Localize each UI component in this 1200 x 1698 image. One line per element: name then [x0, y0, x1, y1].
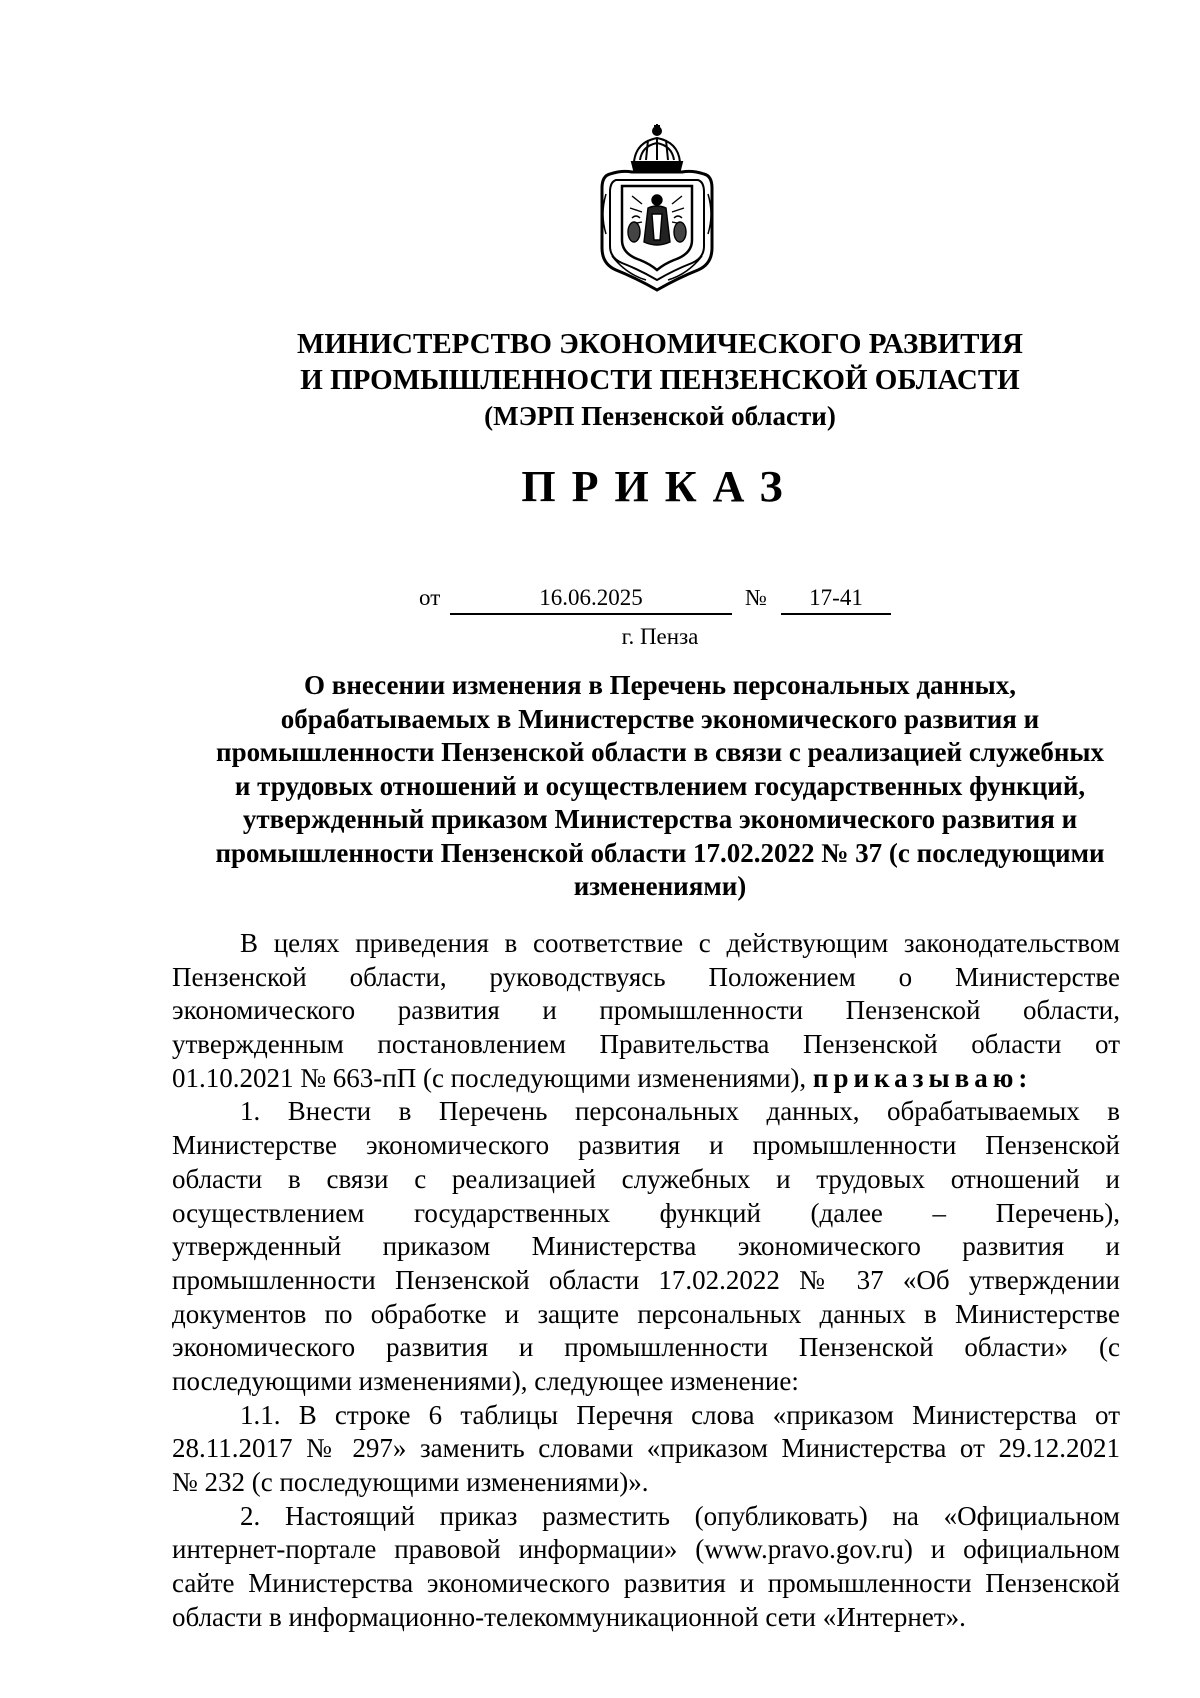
order-date: 16.06.2025 [450, 584, 732, 615]
subject-line: промышленности Пензенской области 17.02.2022 № 37 (с последующими [215, 837, 1105, 868]
subject-line: изменениями) [573, 871, 747, 901]
body-line: В целях приведения в соответствие с действующим законодательством [240, 928, 1120, 958]
body-line: осуществлением государственных функций (далее – Перечень), [172, 1197, 1120, 1228]
body-line: 1.1. В строке 6 таблицы Перечня слова «приказом Министерства от [240, 1399, 1120, 1430]
body-line: 2. Настоящий приказ разместить (опубликовать) на «Официальном [240, 1500, 1120, 1531]
order-body [172, 927, 1120, 1634]
body-line: области в информационно-телекоммуникационной сети «Интернет». [172, 1601, 966, 1632]
body-line: интернет-портале правовой информации» (www.pravo.gov.ru) и официальном [172, 1534, 1120, 1565]
ministry-name-line-2: И ПРОМЫШЛЕННОСТИ ПЕНЗЕНСКОЙ ОБЛАСТИ [300, 364, 1020, 396]
subject-line: и трудовых отношений и осуществлением государственных функций, [234, 770, 1086, 801]
ministry-header [160, 326, 1160, 434]
order-date-number-line [0, 582, 1200, 616]
body-line: документов по обработке и защите персональных данных в Министерстве [172, 1298, 1120, 1329]
order-subject [170, 669, 1150, 904]
coat-of-arms-emblem [596, 124, 718, 292]
body-line: экономического развития и промышленности Пензенской области, [172, 995, 1120, 1026]
order-number: 17-41 [781, 584, 891, 615]
body-line: утвержденный приказом Министерства экономического развития и [172, 1231, 1120, 1262]
subject-line: промышленности Пензенской области в связи с реализацией служебных [216, 737, 1104, 767]
subject-line: О внесении изменения в Перечень персональных данных, [303, 670, 1017, 700]
city: г. Пенза [621, 624, 699, 649]
date-label: от [419, 585, 441, 610]
body-line: Пензенской области, руководствуясь Положением о Министерстве [172, 961, 1120, 992]
body-line: сайте Министерства экономического развития и промышленности Пензенской [172, 1568, 1120, 1599]
ministry-abbreviation: (МЭРП Пензенской области) [484, 401, 836, 431]
body-line: Министерстве экономического развития и промышленности Пензенской [172, 1130, 1120, 1161]
body-line-with-order-word [172, 1062, 1120, 1096]
number-label: № [745, 585, 767, 610]
body-line-text: 01.10.2021 № 663-пП (с последующими изменениями), [172, 1062, 807, 1093]
order-keyword: приказываю: [812, 1062, 1033, 1093]
body-line: последующими изменениями), следующее изменение: [172, 1365, 799, 1396]
body-line: промышленности Пензенской области 17.02.2022 № 37 «Об утверждении [172, 1264, 1120, 1295]
subject-line: утвержденный приказом Министерства экономического развития и [242, 804, 1078, 834]
body-line: области в связи с реализацией служебных и трудовых отношений и [172, 1163, 1120, 1194]
document-type-title: ПРИКАЗ [521, 462, 799, 511]
body-line: экономического развития и промышленности Пензенской области» (с [172, 1332, 1120, 1363]
body-line: утвержденным постановлением Правительства Пензенской области от [172, 1029, 1120, 1060]
ministry-name-line-1: МИНИСТЕРСТВО ЭКОНОМИЧЕСКОГО РАЗВИТИЯ [297, 328, 1023, 360]
body-line: № 232 (с последующими изменениями)». [172, 1467, 649, 1497]
body-line: 1. Внести в Перечень персональных данных, обрабатываемых в [240, 1096, 1120, 1127]
body-line: 28.11.2017 № 297» заменить словами «приказом Министерства от 29.12.2021 [172, 1433, 1120, 1464]
subject-line: обрабатываемых в Министерстве экономического развития и [280, 703, 1040, 734]
coat-of-arms-graphic [596, 124, 718, 292]
